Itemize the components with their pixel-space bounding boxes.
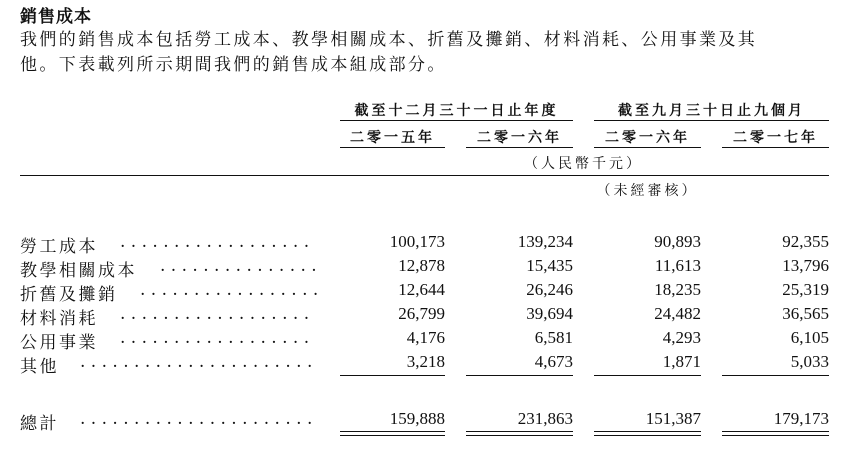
group-underline-annual xyxy=(340,120,573,121)
cell-2017-9m: 36,565 xyxy=(782,304,829,323)
leader-dots: . . . . . . . . . . . . . . . . . . xyxy=(120,232,310,252)
cell-2016-9m: 4,293 xyxy=(662,328,701,347)
row-label: 公用事業 xyxy=(20,333,98,353)
cell-2017-9m: 5,033 xyxy=(790,352,829,371)
total-label: 總計 xyxy=(20,414,59,434)
cell-2016: 139,234 xyxy=(517,232,573,251)
subtotal-rule-3 xyxy=(594,375,701,376)
subtotal-rule-2 xyxy=(466,375,573,376)
row-label: 其他 xyxy=(20,357,59,377)
total-2016-9m: 151,387 xyxy=(645,409,701,428)
cell-2016: 4,673 xyxy=(534,352,573,371)
cell-2015: 4,176 xyxy=(406,328,445,347)
year-underline-4 xyxy=(722,147,829,148)
total-double-rule-1 xyxy=(340,431,445,436)
year-header-3: 二零一六年 xyxy=(605,130,690,146)
total-2015: 159,888 xyxy=(389,409,445,428)
cell-2016-9m: 18,235 xyxy=(654,280,701,299)
year-underline-2 xyxy=(466,147,573,148)
leader-dots: . . . . . . . . . . . . . . . . . . . . . . xyxy=(80,352,313,372)
cell-2015: 100,173 xyxy=(389,232,445,251)
row-label: 教學相關成本 xyxy=(20,261,137,281)
subtotal-rule-4 xyxy=(722,375,829,376)
cell-2015: 26,799 xyxy=(398,304,445,323)
year-header-1: 二零一五年 xyxy=(350,130,435,146)
year-underline-3 xyxy=(594,147,701,148)
leader-dots: . . . . . . . . . . . . . . . . . . xyxy=(120,328,310,348)
row-label: 勞工成本 xyxy=(20,237,98,257)
leader-dots: . . . . . . . . . . . . . . . . . . . . . . xyxy=(80,409,313,429)
cell-2015: 12,644 xyxy=(398,280,445,299)
unit-note: （人民幣千元） xyxy=(524,156,643,172)
unaudited-note: （未經審核） xyxy=(596,183,699,199)
cell-2016-9m: 1,871 xyxy=(662,352,701,371)
cell-2015: 12,878 xyxy=(398,256,445,275)
cell-2016-9m: 90,893 xyxy=(654,232,701,251)
section-title: 銷售成本 xyxy=(20,7,92,27)
cell-2016-9m: 24,482 xyxy=(654,304,701,323)
cell-2017-9m: 92,355 xyxy=(782,232,829,251)
cell-2016-9m: 11,613 xyxy=(654,256,701,275)
total-double-rule-3 xyxy=(594,431,701,436)
leader-dots: . . . . . . . . . . . . . . . . . . xyxy=(120,304,310,324)
header-rule xyxy=(20,175,829,176)
leader-dots: . . . . . . . . . . . . . . . xyxy=(160,256,317,276)
cell-2016: 26,246 xyxy=(526,280,573,299)
cell-2017-9m: 13,796 xyxy=(782,256,829,275)
intro-line-1: 我們的銷售成本包括勞工成本、教學相關成本、折舊及攤銷、材料消耗、公用事業及其 xyxy=(20,30,758,50)
row-label: 折舊及攤銷 xyxy=(20,285,118,305)
cell-2017-9m: 25,319 xyxy=(782,280,829,299)
subtotal-rule-1 xyxy=(340,375,445,376)
cell-2016: 15,435 xyxy=(526,256,573,275)
row-label: 材料消耗 xyxy=(20,309,98,329)
intro-line-2: 他。下表載列所示期間我們的銷售成本組成部分。 xyxy=(20,55,447,75)
year-underline-1 xyxy=(340,147,445,148)
group-header-nine-months: 截至九月三十日止九個月 xyxy=(618,103,805,119)
cell-2015: 3,218 xyxy=(406,352,445,371)
total-double-rule-4 xyxy=(722,431,829,436)
total-2017-9m: 179,173 xyxy=(773,409,829,428)
total-double-rule-2 xyxy=(466,431,573,436)
year-header-2: 二零一六年 xyxy=(477,130,562,146)
cell-2016: 6,581 xyxy=(534,328,573,347)
cell-2017-9m: 6,105 xyxy=(790,328,829,347)
total-2016: 231,863 xyxy=(517,409,573,428)
group-underline-nine-months xyxy=(594,120,829,121)
group-header-annual: 截至十二月三十一日止年度 xyxy=(354,103,559,119)
year-header-4: 二零一七年 xyxy=(733,130,818,146)
leader-dots: . . . . . . . . . . . . . . . . . xyxy=(140,280,319,300)
cell-2016: 39,694 xyxy=(526,304,573,323)
